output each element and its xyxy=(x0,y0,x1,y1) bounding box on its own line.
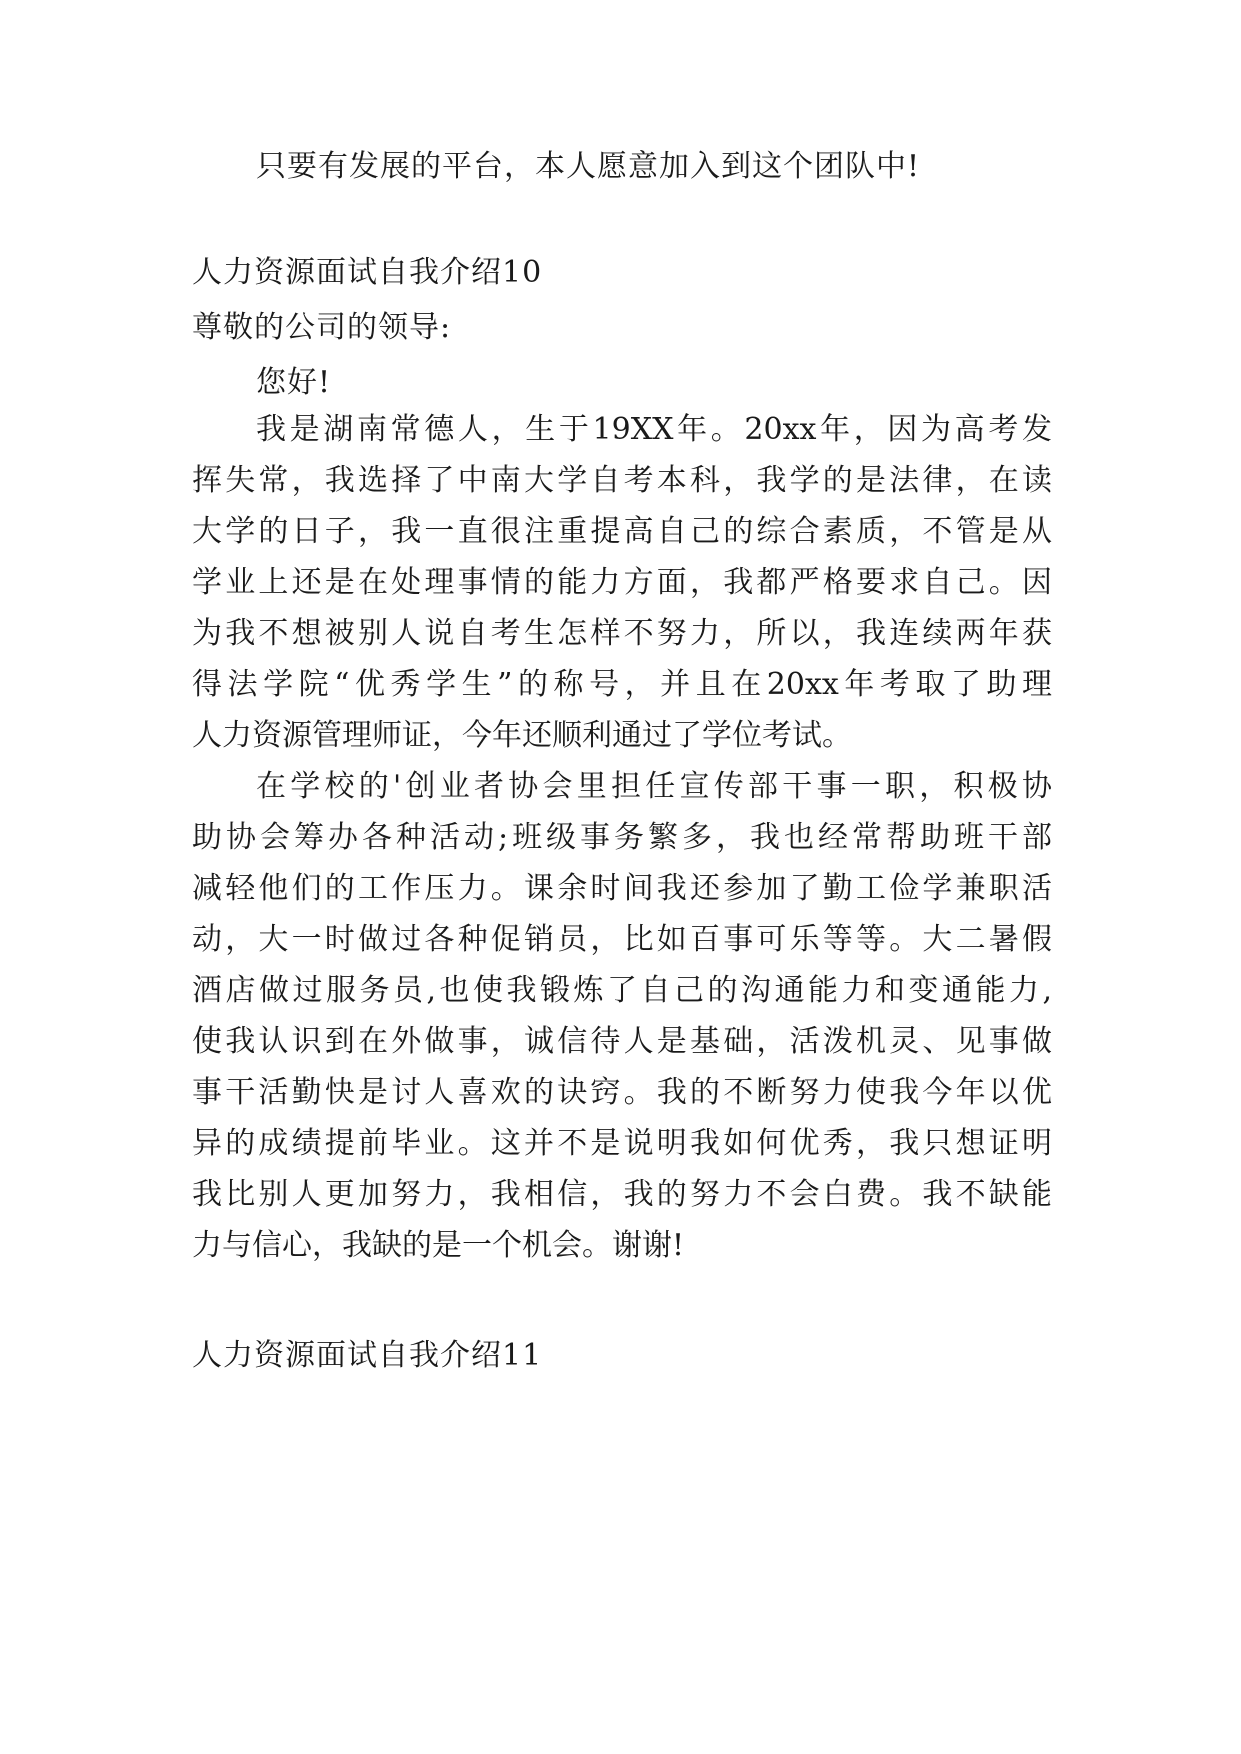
paragraph-2-line: 力与信心，我缺的是一个机会。谢谢! xyxy=(192,1228,685,1263)
salutation: 尊敬的公司的领导: xyxy=(192,310,452,345)
paragraph-1-line: 人力资源管理师证，今年还顺利通过了学位考试。 xyxy=(192,718,852,753)
paragraph-1-line: 挥失常，我选择了中南大学自考本科，我学的是法律，在读 xyxy=(192,463,1052,498)
paragraph-1-line: 得法学院“优秀学生”的称号，并且在20xx年考取了助理 xyxy=(192,667,1052,702)
paragraph-2-line: 减轻他们的工作压力。课余时间我还参加了勤工俭学兼职活 xyxy=(192,871,1052,906)
paragraph-2-line: 异的成绩提前毕业。这并不是说明我如何优秀，我只想证明 xyxy=(192,1126,1052,1161)
intro-line: 只要有发展的平台，本人愿意加入到这个团队中! xyxy=(256,149,921,184)
paragraph-2-line: 助协会筹办各种活动;班级事务繁多，我也经常帮助班干部 xyxy=(192,820,1052,855)
paragraph-2-line: 事干活勤快是讨人喜欢的诀窍。我的不断努力使我今年以优 xyxy=(192,1075,1052,1110)
paragraph-2-line: 动，大一时做过各种促销员，比如百事可乐等等。大二暑假 xyxy=(192,922,1052,957)
paragraph-1-line: 为我不想被别人说自考生怎样不努力，所以，我连续两年获 xyxy=(192,616,1052,651)
paragraph-1-line: 学业上还是在处理事情的能力方面，我都严格要求自己。因 xyxy=(192,565,1052,600)
paragraph-2-line: 酒店做过服务员,也使我锻炼了自己的沟通能力和变通能力, xyxy=(192,973,1052,1008)
paragraph-2-line: 在学校的'创业者协会里担任宣传部干事一职，积极协 xyxy=(256,769,1052,804)
section-10-title: 人力资源面试自我介绍10 xyxy=(192,255,543,290)
paragraph-1-line: 我是湖南常德人，生于19XX年。20xx年，因为高考发 xyxy=(256,412,1052,447)
paragraph-1-line: 大学的日子，我一直很注重提高自己的综合素质，不管是从 xyxy=(192,514,1052,549)
paragraph-2-line: 使我认识到在外做事，诚信待人是基础，活泼机灵、见事做 xyxy=(192,1024,1052,1059)
section-11-title: 人力资源面试自我介绍11 xyxy=(192,1338,543,1373)
greeting: 您好! xyxy=(256,365,332,400)
paragraph-2-line: 我比别人更加努力，我相信，我的努力不会白费。我不缺能 xyxy=(192,1177,1052,1212)
